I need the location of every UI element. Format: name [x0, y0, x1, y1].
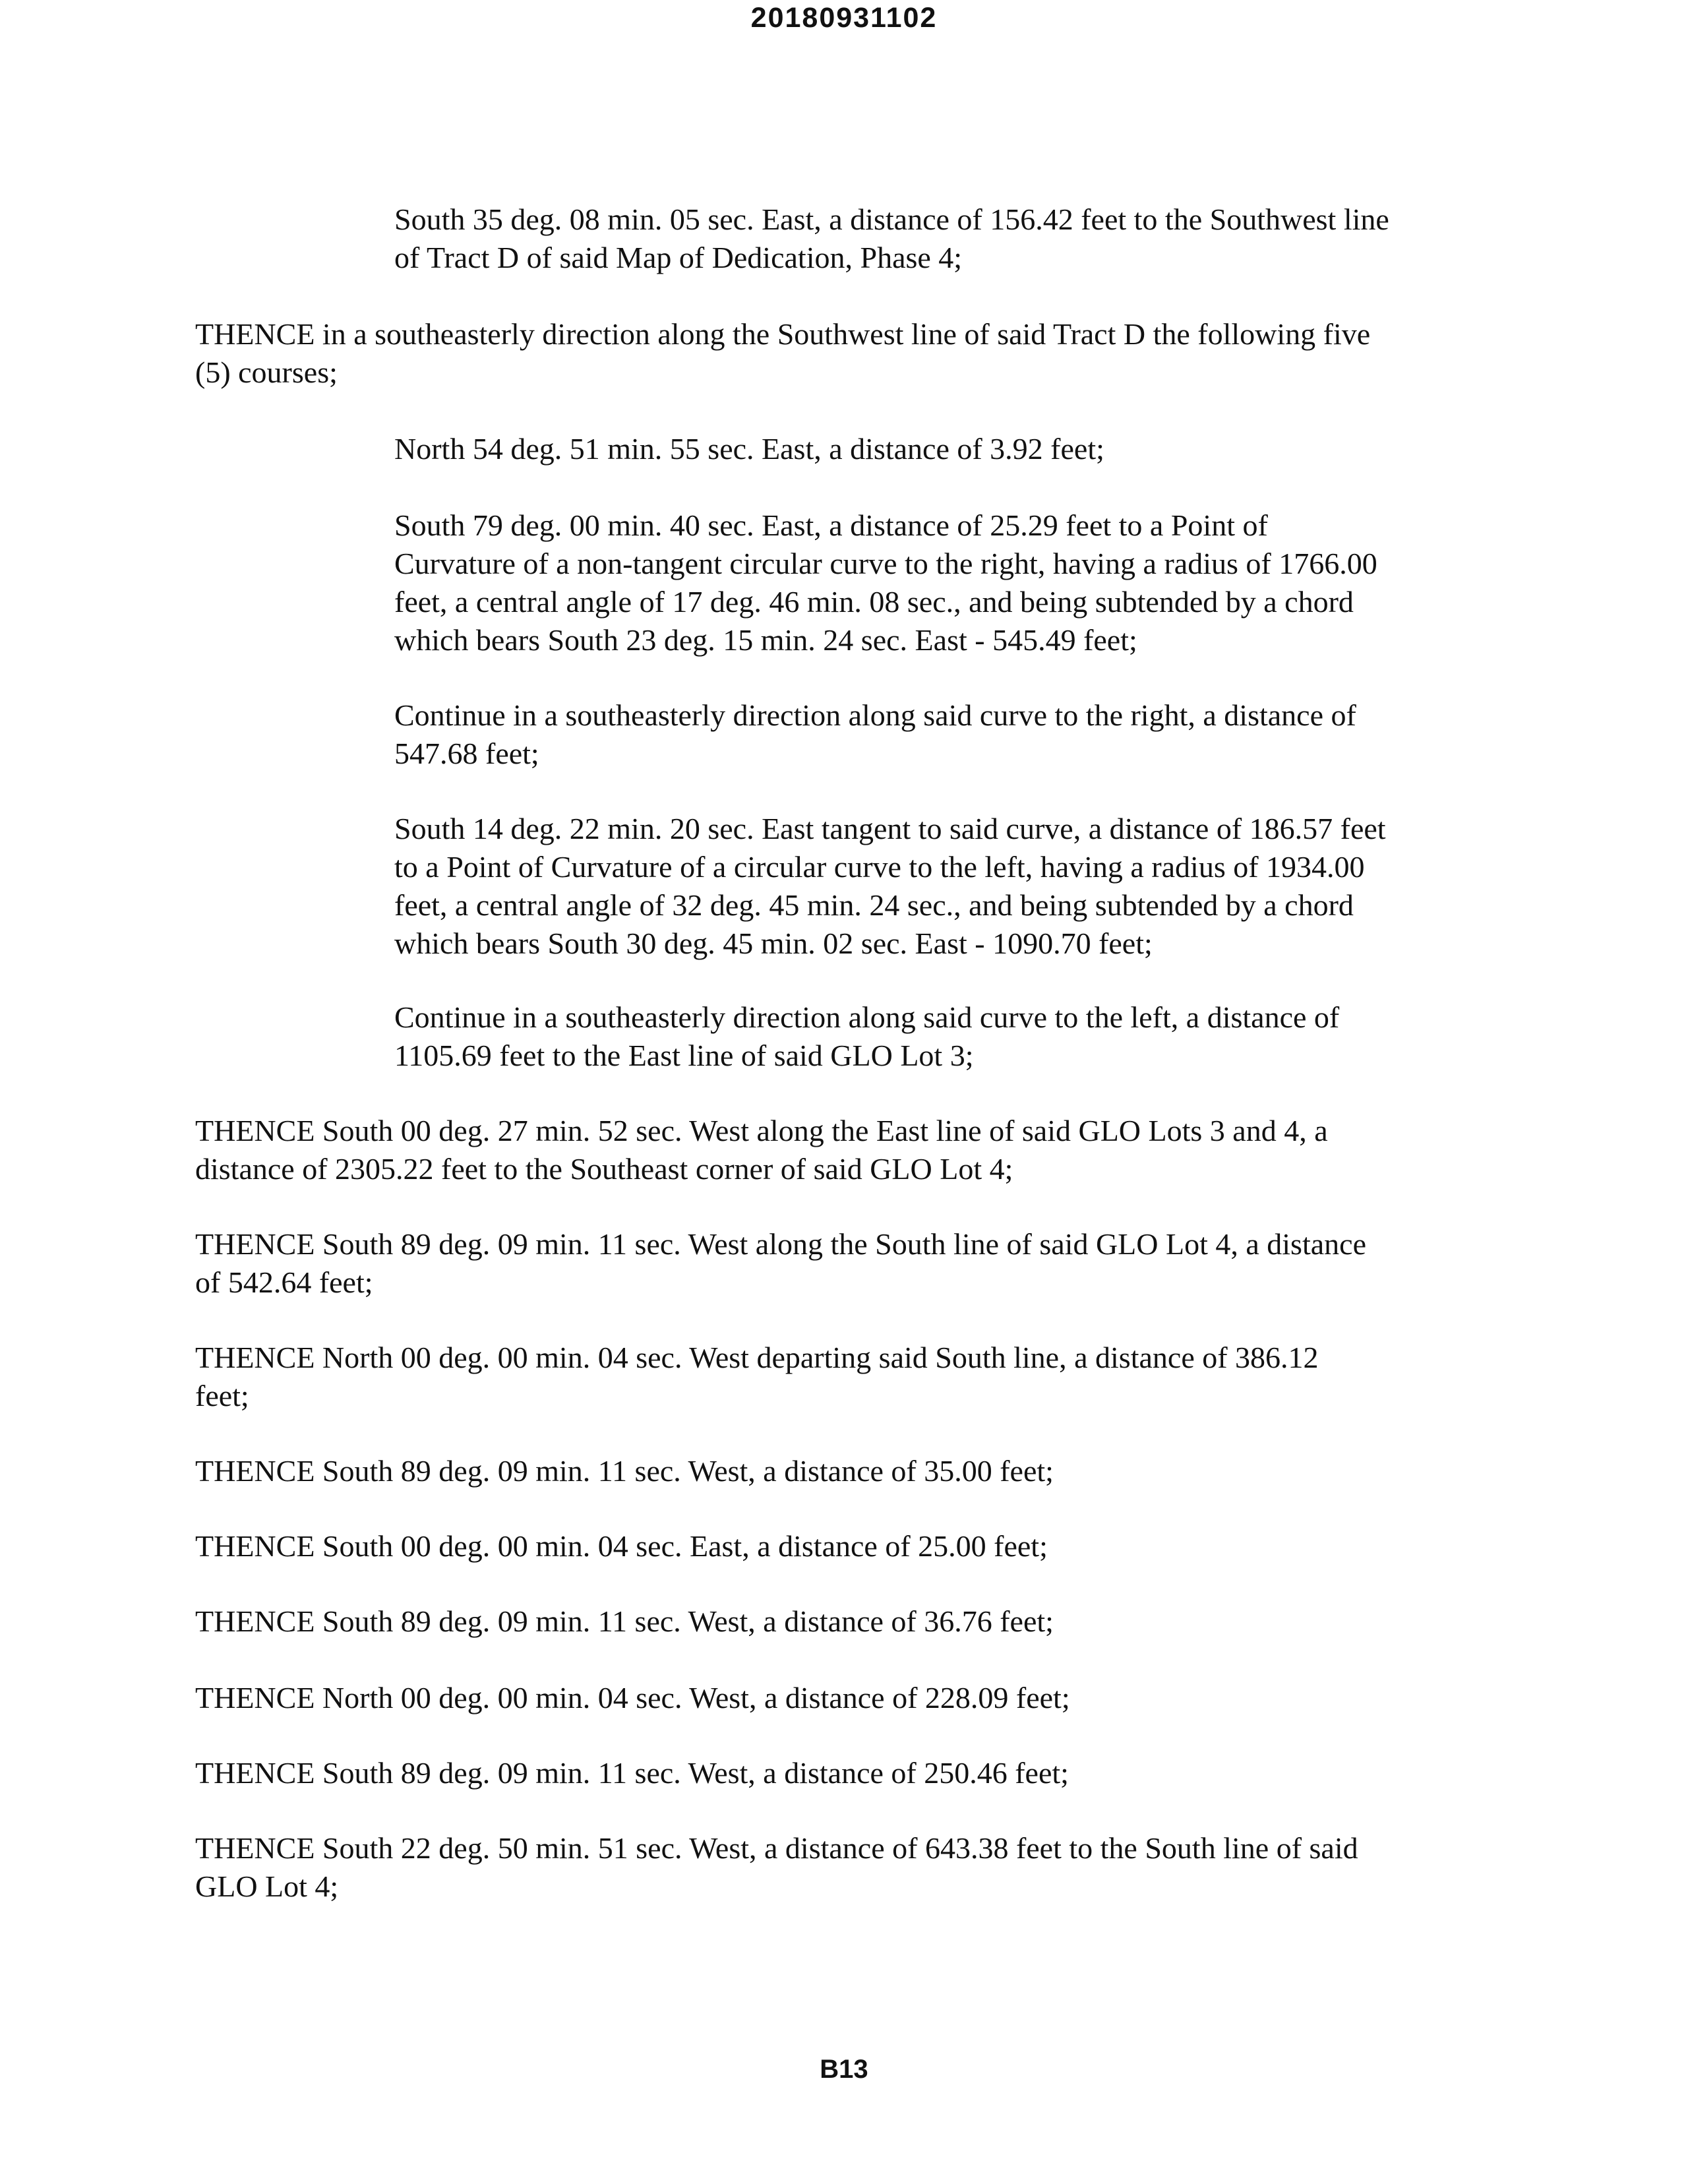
thence-paragraph	[195, 1602, 1054, 1641]
thence-paragraph	[195, 1829, 1358, 1906]
text-line: Curvature of a non-tangent circular curve to the right, having a radius of 1766.00	[394, 547, 1377, 580]
text-line: 1105.69 feet to the East line of said GLO Lot 3;	[394, 1039, 974, 1072]
text-line: South 79 deg. 00 min. 40 sec. East, a distance of 25.29 feet to a Point of	[394, 508, 1268, 542]
text-line: THENCE South 22 deg. 50 min. 51 sec. West, a distance of 643.38 feet to the South line of said	[195, 1831, 1358, 1865]
text-line: (5) courses;	[195, 355, 338, 389]
text-line: of Tract D of said Map of Dedication, Phase 4;	[394, 241, 963, 274]
text-line: South 35 deg. 08 min. 05 sec. East, a distance of 156.42 feet to the Southwest line	[394, 202, 1389, 236]
course-paragraph	[394, 200, 1389, 277]
text-line: which bears South 30 deg. 45 min. 02 sec. East - 1090.70 feet;	[394, 926, 1153, 960]
thence-paragraph	[195, 1452, 1054, 1490]
text-line: distance of 2305.22 feet to the Southeast corner of said GLO Lot 4;	[195, 1152, 1013, 1186]
course-paragraph	[394, 506, 1377, 659]
text-line: North 54 deg. 51 min. 55 sec. East, a distance of 3.92 feet;	[394, 432, 1104, 466]
thence-paragraph	[195, 1225, 1366, 1302]
thence-paragraph	[195, 1527, 1048, 1565]
course-paragraph	[394, 696, 1356, 773]
text-line: GLO Lot 4;	[195, 1869, 339, 1903]
text-line: which bears South 23 deg. 15 min. 24 sec. East - 545.49 feet;	[394, 623, 1137, 657]
text-line: Continue in a southeasterly direction along said curve to the right, a distance of	[394, 698, 1356, 732]
text-line: South 14 deg. 22 min. 20 sec. East tangent to said curve, a distance of 186.57 feet	[394, 812, 1386, 845]
text-line: THENCE in a southeasterly direction along the Southwest line of said Tract D the following five	[195, 317, 1371, 351]
thence-paragraph	[195, 1679, 1070, 1717]
text-line: Continue in a southeasterly direction along said curve to the left, a distance of	[394, 1000, 1340, 1034]
text-line: THENCE South 89 deg. 09 min. 11 sec. West along the South line of said GLO Lot 4, a distance	[195, 1227, 1366, 1261]
text-line: of 542.64 feet;	[195, 1265, 373, 1299]
text-line: feet, a central angle of 32 deg. 45 min. 24 sec., and being subtended by a chord	[394, 888, 1354, 922]
text-line: 547.68 feet;	[394, 737, 539, 770]
thence-paragraph	[195, 1754, 1069, 1792]
text-line: THENCE South 00 deg. 00 min. 04 sec. East, a distance of 25.00 feet;	[195, 1529, 1048, 1563]
text-line: THENCE South 89 deg. 09 min. 11 sec. West, a distance of 250.46 feet;	[195, 1756, 1069, 1790]
course-paragraph	[394, 998, 1339, 1075]
text-line: THENCE South 00 deg. 27 min. 52 sec. West along the East line of said GLO Lots 3 and 4, a	[195, 1114, 1328, 1147]
thence-paragraph	[195, 1339, 1319, 1415]
text-line: THENCE North 00 deg. 00 min. 04 sec. West departing said South line, a distance of 386.12	[195, 1341, 1319, 1374]
text-line: feet, a central angle of 17 deg. 46 min. 08 sec., and being subtended by a chord	[394, 585, 1354, 619]
text-line: THENCE North 00 deg. 00 min. 04 sec. West, a distance of 228.09 feet;	[195, 1681, 1070, 1714]
thence-paragraph	[195, 315, 1370, 392]
text-line: THENCE South 89 deg. 09 min. 11 sec. West, a distance of 36.76 feet;	[195, 1604, 1054, 1638]
course-paragraph	[394, 430, 1104, 468]
text-line: feet;	[195, 1379, 249, 1412]
text-line: THENCE South 89 deg. 09 min. 11 sec. West, a distance of 35.00 feet;	[195, 1454, 1054, 1488]
thence-paragraph	[195, 1112, 1328, 1188]
course-paragraph	[394, 810, 1386, 963]
text-line: to a Point of Curvature of a circular curve to the left, having a radius of 1934.00	[394, 850, 1365, 884]
page-label: B13	[820, 2055, 868, 2084]
document-number: 20180931102	[750, 2, 938, 34]
